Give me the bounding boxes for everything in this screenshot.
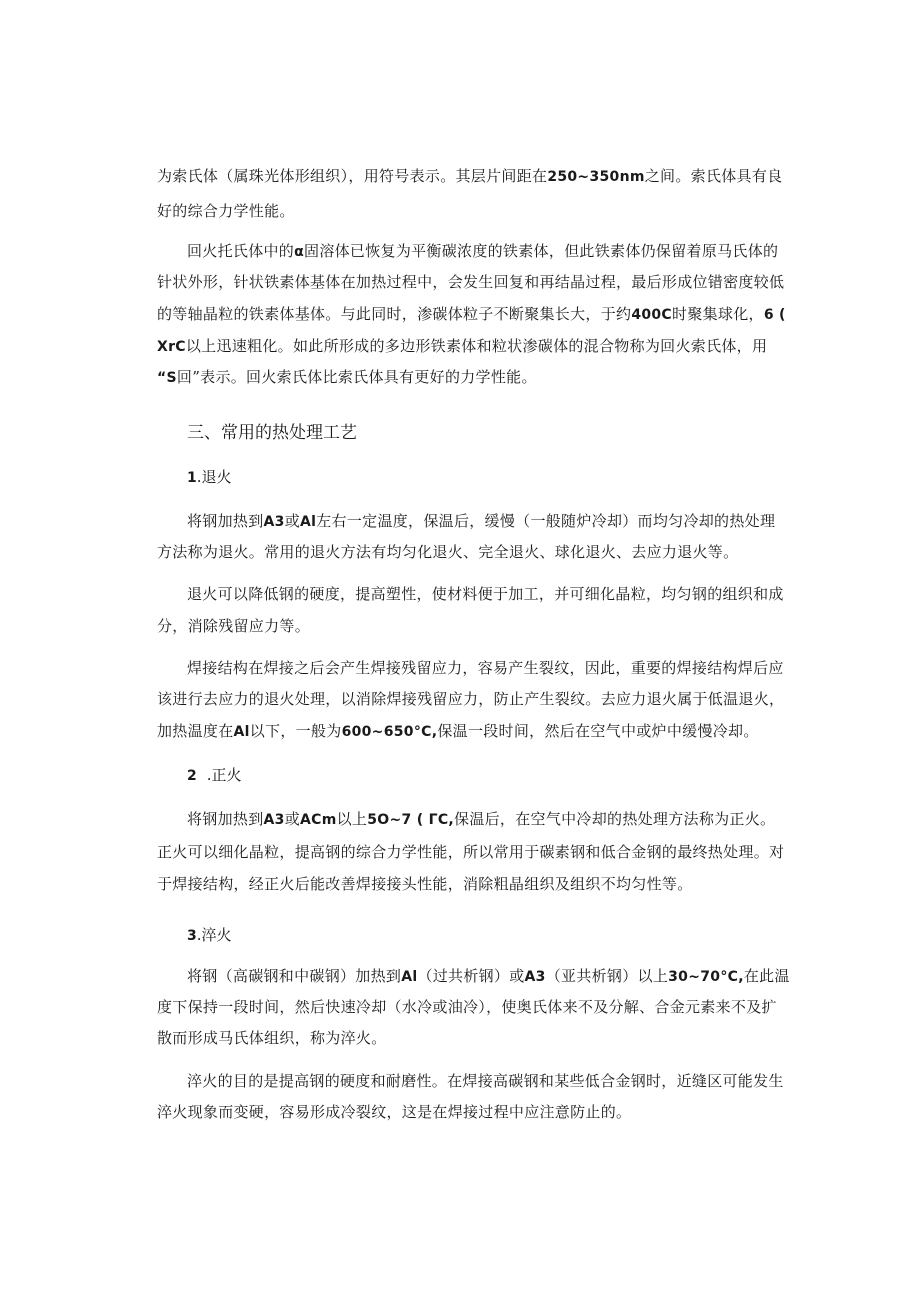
text: 为索氏体（属珠光体形组织），用符号表示。其层片间距在 (157, 167, 548, 185)
quenching-p2-line-1: 淬火的目的是提高钢的硬度和耐磨性。在焊接高碳钢和某些低合金钢时，近缝区可能发生 (187, 1072, 784, 1090)
para-sorbite-line-2: 好的综合力学性能。 (157, 202, 295, 220)
bold-value: XrC (157, 339, 186, 355)
text: 之间。索氏体具有良 (644, 167, 783, 185)
section-title: .正火 (206, 766, 242, 784)
para-tempered-line-5 (157, 367, 537, 388)
para-tempered-line-2: 针状外形，针状铁素体基体在加热过程中，会发生回复和再结晶过程，最后形成位错密度较低 (157, 273, 785, 291)
para-tempered-line-4 (157, 336, 767, 357)
para-tempered-line-1 (187, 241, 778, 262)
annealing-p2-line-1: 退火可以降低钢的硬度，提高塑性，使材料便于加工，并可细化晶粒，均匀钢的组织和成 (187, 585, 784, 603)
quenching-p2-line-2: 淬火现象而变硬，容易形成冷裂纹，这是在焊接过程中应注意防止的。 (157, 1103, 632, 1121)
text: 保温后，在空气中冷却的热处理方法称为正火。 (454, 810, 776, 828)
text: 或 (284, 512, 301, 530)
bold-value: A3 (263, 812, 285, 828)
text: 以上 (336, 810, 368, 828)
bold-value: 5O~7 ( ГC, (367, 812, 455, 828)
bold-value: A3 (524, 969, 546, 985)
bold-value: 600~650°C, (341, 724, 438, 740)
text: 回”表示。回火索氏体比索氏体具有更好的力学性能。 (176, 368, 537, 386)
annealing-heading (187, 467, 232, 488)
text: 加热温度在 (157, 722, 234, 740)
text: 以下，一般为 (249, 722, 342, 740)
normalizing-p1-line-3: 于焊接结构，经正火后能改善焊接接头性能，消除粗晶组织及组织不均匀性等。 (157, 875, 693, 893)
para-tempered-line-3 (157, 304, 786, 325)
section-number: 1 (187, 470, 197, 486)
annealing-p2-line-2: 分，消除残留应力等。 (157, 617, 311, 635)
quenching-p1-line-1 (187, 966, 790, 987)
quenching-p1-line-3: 散而形成马氏体组织，称为淬火。 (157, 1029, 387, 1047)
section-number: 3 (187, 928, 197, 944)
para-sorbite-line-1 (157, 166, 782, 187)
text: 时聚集球化， (672, 305, 764, 323)
section-number: 2 (187, 768, 197, 784)
bold-value: Al (233, 724, 250, 740)
text: 回火托氏体中的 (187, 242, 295, 260)
bold-value: 250~350nm (547, 169, 645, 185)
annealing-p1-line-1 (187, 511, 775, 532)
normalizing-heading (187, 765, 242, 786)
text: （亚共析钢）以上 (545, 967, 669, 985)
text: 在此温 (743, 967, 790, 985)
annealing-p3-line-2: 该进行去应力的退火处理，以消除焊接残留应力，防止产生裂纹。去应力退火属于低温退火， (157, 690, 785, 708)
text: 以上迅速粗化。如此所形成的多边形铁素体和粒状渗碳体的混合物称为回火索氏体，用 (185, 337, 768, 355)
annealing-p1-line-2: 方法称为退火。常用的退火方法有均匀化退火、完全退火、球化退火、去应力退火等。 (157, 543, 739, 561)
bold-value: 400C (631, 307, 673, 323)
text: 将钢加热到 (187, 512, 264, 530)
bold-value: α (294, 244, 305, 260)
annealing-p3-line-1: 焊接结构在焊接之后会产生焊接残留应力，容易产生裂纹，因此，重要的焊接结构焊后应 (187, 659, 784, 677)
bold-value: Al (300, 514, 317, 530)
bold-value: 30~70°C, (668, 969, 744, 985)
bold-value: Al (401, 969, 418, 985)
section-heading: 三、常用的热处理工艺 (187, 423, 357, 443)
quenching-heading (187, 925, 232, 946)
bold-value: “S (157, 370, 177, 386)
normalizing-p1-line-2: 正火可以细化晶粒，提高钢的综合力学性能，所以常用于碳素钢和低合金钢的最终热处理。对 (157, 843, 785, 861)
annealing-p3-line-3 (157, 721, 759, 742)
bold-value: 6 ( (763, 307, 786, 323)
text: 左右一定温度，保温后，缓慢（一般随炉冷却）而均匀冷却的热处理 (316, 512, 776, 530)
section-title: .退火 (196, 468, 232, 486)
normalizing-p1-line-1 (187, 809, 775, 830)
text: （过共析钢）或 (417, 967, 525, 985)
text: 的等轴晶粒的铁素体基体。与此同时，渗碳体粒子不断聚集长大，于约 (157, 305, 632, 323)
text: 保温一段时间，然后在空气中或炉中缓慢冷却。 (437, 722, 759, 740)
text: 将钢加热到 (187, 810, 264, 828)
bold-value: A3 (263, 514, 285, 530)
text: 将钢（高碳钢和中碳钢）加热到 (187, 967, 402, 985)
bold-value: ACm (300, 812, 337, 828)
section-title: .淬火 (196, 926, 232, 944)
text: 或 (284, 810, 301, 828)
quenching-p1-line-2: 度下保持一段时间，然后快速冷却（水冷或油冷），使奥氏体来不及分解、合金元素来不及扩 (157, 998, 777, 1016)
text: 固溶体已恢复为平衡碳浓度的铁素体，但此铁素体仍保留着原马氏体的 (304, 242, 779, 260)
